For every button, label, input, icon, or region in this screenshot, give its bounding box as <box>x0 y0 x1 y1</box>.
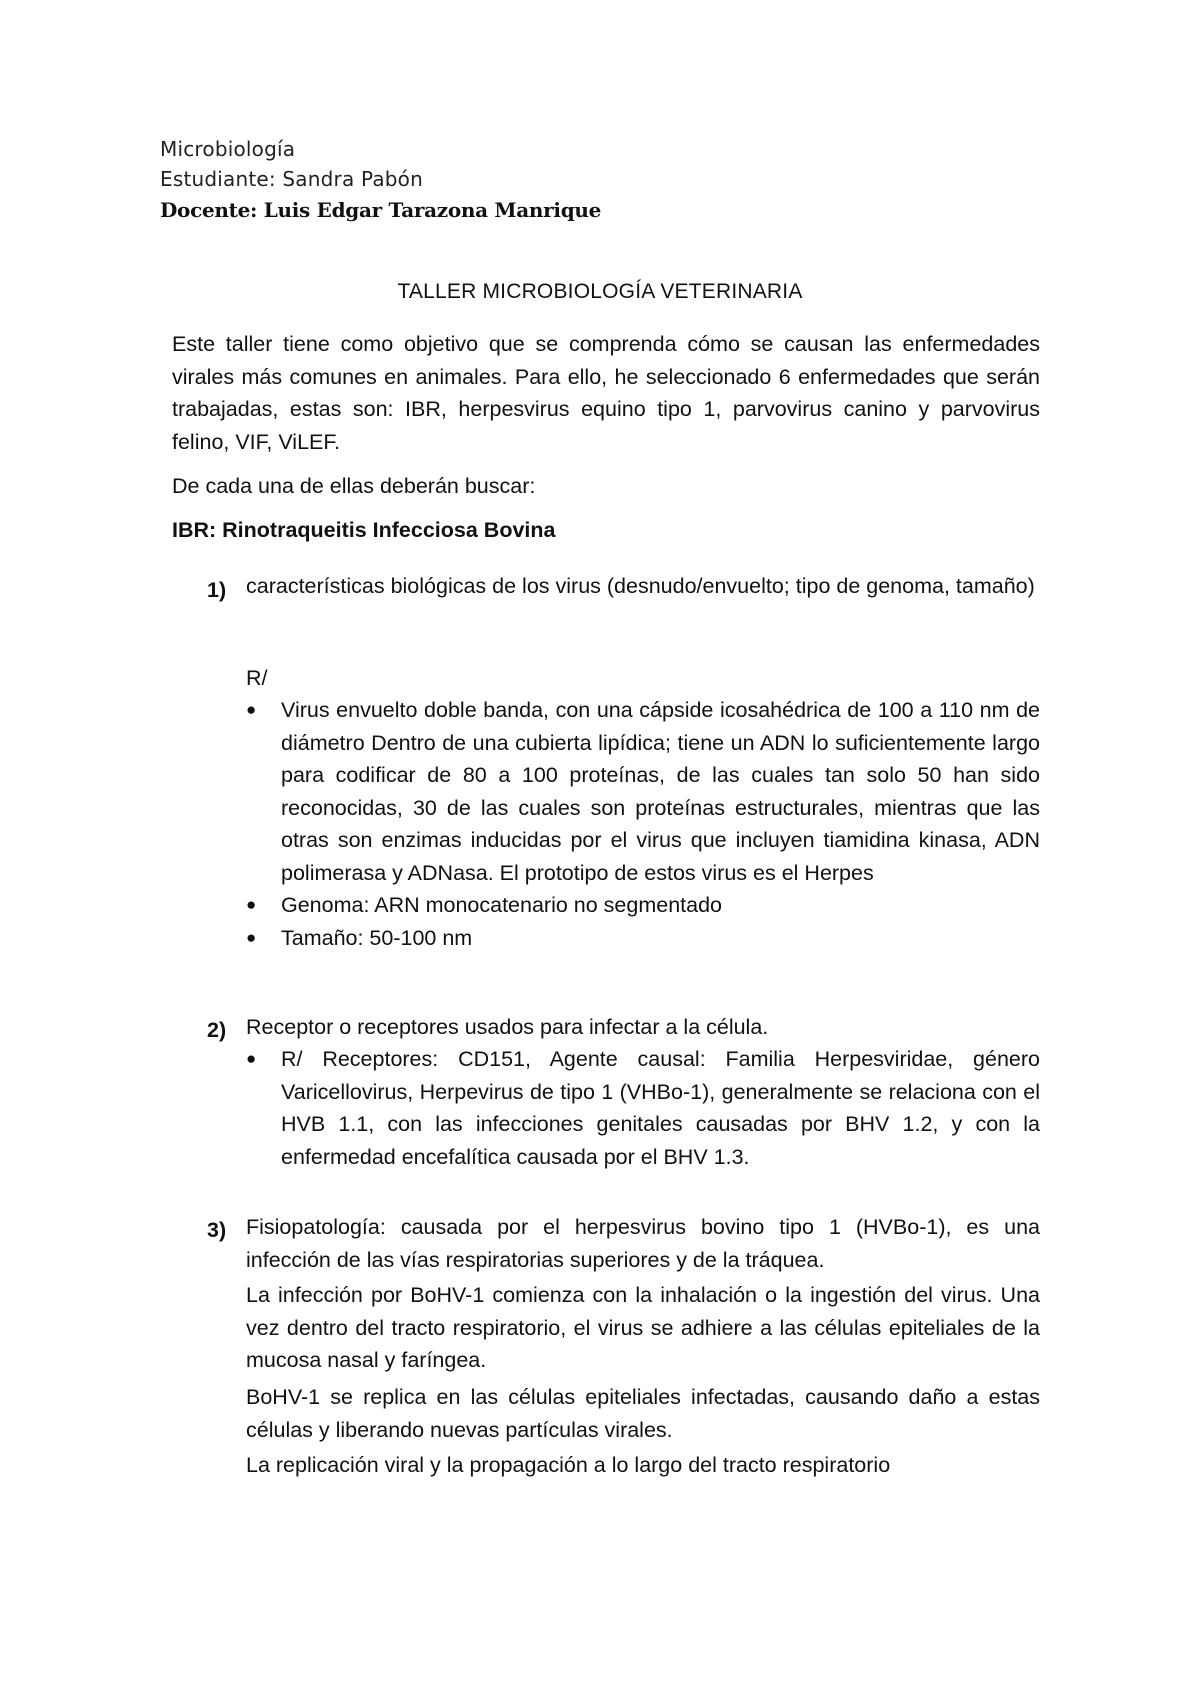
question-3-text: Fisiopatología: causada por el herpesvirus bovino tipo 1 (HVBo-1), es una infección de las vías respiratorias superiores y de la tráquea. <box>246 1215 1040 1272</box>
question-3-paragraph-3: La replicación viral y la propagación a lo largo del tracto respiratorio <box>246 1453 891 1477</box>
bullet-icon: ● <box>246 895 257 914</box>
section-title: IBR: Rinotraqueitis Infecciosa Bovina <box>172 518 556 542</box>
question-3-paragraph-2: BoHV-1 se replica en las células epiteliales infectadas, causando daño a estas células y liberando nuevas partículas virales. <box>246 1385 1040 1442</box>
question-1-answer-label: R/ <box>246 666 268 690</box>
question-2-text: Receptor o receptores usados para infectar a la célula. <box>246 1015 769 1039</box>
intro-paragraph: Este taller tiene como objetivo que se comprenda cómo se causan las enfermedades virales más comunes en animales. Para ello, he seleccionado 6 enfermedades que serán trabajadas, estas son: IBR, herpesvirus equino tipo 1, parvovirus canino y parvovirus felino, VIF, ViLEF. <box>172 332 1040 454</box>
question-1-text: características biológicas de los virus (desnudo/envuelto; tipo de genoma, tamaño) <box>246 574 1035 598</box>
list-item <box>246 694 1040 889</box>
teacher-name: Docente: Luis Edgar Tarazona Manrique <box>160 198 602 222</box>
question-2-number: 2) <box>207 1018 227 1042</box>
course-name: Microbiología <box>160 137 296 161</box>
student-name: Estudiante: Sandra Pabón <box>160 167 423 191</box>
question-1-number: 1) <box>207 578 227 602</box>
question-3-number: 3) <box>207 1218 227 1242</box>
question-1-bullet-list <box>246 694 1040 954</box>
list-item-text: Tamaño: 50-100 nm <box>281 925 473 950</box>
question-3-paragraph-1: La infección por BoHV-1 comienza con la inhalación o la ingestión del virus. Una vez dentro del tracto respiratorio, el virus se adhiere a las células epiteliales de la mucosa nasal y faríngea. <box>246 1283 1040 1372</box>
document-title: TALLER MICROBIOLOGÍA VETERINARIA <box>397 280 803 303</box>
bullet-icon: ● <box>246 700 257 719</box>
list-item-text: Virus envuelto doble banda, con una cápside icosahédrica de 100 a 110 nm de diámetro Dentro de una cubierta lipídica; tiene un ADN lo suficientemente largo para codificar de 80 a 100 proteínas, de las cuales tan solo 50 han sido reconocidas, 30 de las cuales son proteínas estructurales, mientras que las otras son enzimas inducidas por el virus que incluyen tiamidina kinasa, ADN polimerasa y ADNasa. El prototipo de estos virus es el Herpes <box>281 698 1040 885</box>
list-item <box>246 889 1040 922</box>
search-instruction: De cada una de ellas deberán buscar: <box>172 474 536 498</box>
list-item-text: Genoma: ARN monocatenario no segmentado <box>281 893 723 917</box>
list-item <box>246 1043 1040 1173</box>
list-item <box>246 922 1040 955</box>
question-2-bullet-list <box>246 1043 1040 1173</box>
bullet-icon: ● <box>246 1049 257 1068</box>
bullet-icon: ● <box>246 927 257 947</box>
list-item-text: R/ Receptores: CD151, Agente causal: Familia Herpesviridae, género Varicellovirus, Herpevirus de tipo 1 (VHBo-1), generalmente se relaciona con el HVB 1.1, con las infecciones genitales causadas por BHV 1.2, y con la enfermedad encefalítica causada por el BHV 1.3. <box>281 1047 1040 1169</box>
